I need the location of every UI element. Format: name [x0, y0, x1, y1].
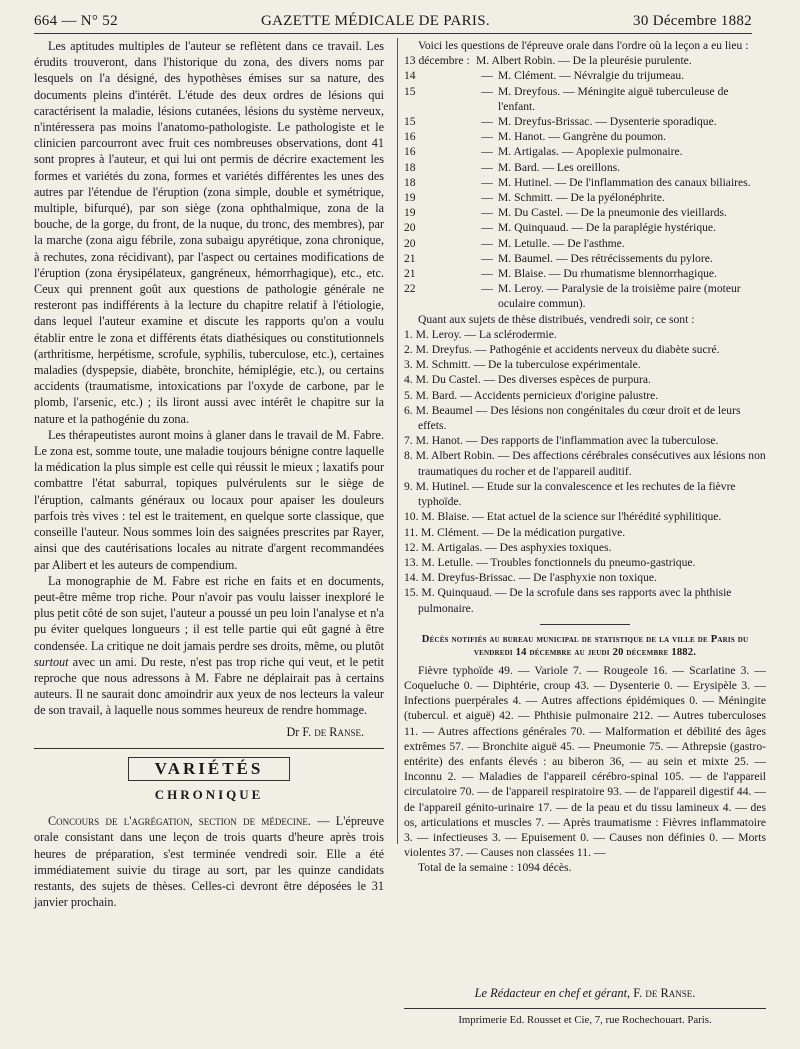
exam-dash: — [481, 115, 493, 129]
deaths-total: Total de la semaine : 1094 décès. [418, 861, 572, 875]
exam-text: M. Dreyfus-Brissac. — Dysenterie sporadique. [498, 115, 717, 129]
exam-text: M. Dreyfous. — Méningite aiguë tuberculeuse de l'enfant. [498, 84, 729, 113]
review-paragraph-3 [34, 573, 384, 719]
short-separator [540, 624, 630, 625]
exam-date: 21 [404, 267, 416, 281]
chronique-heading: Concours de l'agrégation, section de médecine. [48, 814, 311, 829]
exam-row [404, 281, 766, 311]
review-paragraph-3-start: La monographie de M. Fabre est riche en faits et en documents, peut-être même trop riche. Pour n'avoir pas voulu laisser inexploré le plus petit côté de son sujet, l'auteur a poussé un peu loin l'analyse et n'a pu éviter quelques longueurs ; il est telle partie qui eût gagné à être condensée. La critique ne doit jamais perdre ses droits, même, ou plutôt [34, 573, 384, 653]
exam-text: M. Blaise. — Du rhumatisme blennorrhagique. [498, 267, 717, 281]
printer-line: Imprimerie Ed. Rousset et Cie, 7, rue Rochechouart. Paris. [458, 1014, 712, 1026]
thesis-item: 14. M. Dreyfus-Brissac. — De l'asphyxie non toxique. [404, 571, 657, 585]
exam-date: 22 [404, 282, 416, 296]
exam-text: M. Schmitt. — De la pyélonéphrite. [498, 191, 665, 205]
page-header [34, 10, 752, 32]
exam-dash: — [481, 130, 493, 144]
exam-dash: — [481, 236, 493, 250]
exam-dash: — [481, 206, 493, 220]
review-emphasis: surtout [34, 654, 69, 669]
theses-list [404, 327, 766, 616]
exam-text: M. Du Castel. — De la pneumonie des vieillards. [498, 206, 727, 220]
exam-row [404, 205, 766, 220]
exam-row [404, 129, 766, 144]
left-column [34, 38, 384, 910]
page-number: 664 — N° 52 [34, 12, 118, 29]
review-paragraph-3-end: avec un ami. Du reste, n'est pas trop riche qui veut, et le petit reproche que nous adressons à M. Fabre ne déplairait pas à certains auteurs. Il ne saurait donc amoindrir aux yeux de nos lecteurs la valeur de son travail, à laquelle nous sommes heureux de rendre hommage. [34, 654, 384, 718]
exam-date: 19 [404, 191, 416, 205]
exam-text: M. Leroy. — Paralysie de la troisième paire (moteur oculaire commun). [498, 282, 741, 311]
thesis-item: 7. M. Hanot. — Des rapports de l'inflammation avec la tuberculose. [404, 434, 719, 448]
exam-date: 16 [404, 130, 416, 144]
exam-text: M. Artigalas. — Apoplexie pulmonaire. [498, 145, 683, 159]
column-divider [397, 38, 398, 844]
deaths-heading: Décès notifiés au bureau municipal de statistique de la ville de Paris du vendredi 14 décembre au jeudi 20 décembre 1882. [421, 633, 749, 658]
exam-date: 16 [404, 145, 416, 159]
exam-row [404, 220, 766, 235]
exam-row [404, 53, 766, 68]
review-paragraph-2: Les thérapeutistes auront moins à glaner dans le travail de M. Fabre. Le zona est, somme toute, une maladie toujours bénigne contre laquelle la médication la plus simple est celle qui réussit le mieux ; laxatifs pour combattre l'état saburral, topiques pulvérulents sur le siège de l'éruption, calmants généraux ou locaux pour apaiser les douleurs parfois très vives : tel est le traitement, en quelque sorte classique, que conseille l'auteur. Nous sommes loin des saignées prescrites par Rayer, ainsi que des cautérisations locales au nitrate d'argent recommandées par Alibert et les auteurs de compendium. [34, 427, 384, 572]
exam-dash: — [481, 191, 493, 205]
editor-name: F. de Ranse. [633, 986, 696, 1000]
theses-intro: Quant aux sujets de thèse distribués, vendredi soir, ce sont : [418, 312, 695, 326]
thesis-item: 10. M. Blaise. — Etat actuel de la science sur l'hérédité syphilitique. [404, 510, 722, 524]
thesis-item: 8. M. Albert Robin. — Des affections cérébrales consécutives aux lésions non traumatiques du rocher et de l'appareil auditif. [404, 449, 766, 478]
thesis-item: 3. M. Schmitt. — De la tuberculose expérimentale. [404, 358, 641, 372]
exam-dash: — [481, 84, 493, 98]
editor-signature [404, 986, 766, 1001]
exam-dash: — [481, 251, 493, 265]
chronique-text: — L'épreuve orale consistant dans une leçon de trois quarts d'heure après trois heures de préparation, s'est terminée vendredi soir. Elle a été immédiatement suivie du tirage au sort, par les quinze candidats restants, des sujets de thèses. Celles-ci devront être déposées le 31 janvier prochain. [34, 814, 384, 910]
exam-row [404, 190, 766, 205]
exam-dash: — [481, 69, 493, 83]
signature-prefix: Dr F. [286, 724, 312, 739]
exam-date: 14 [404, 69, 416, 83]
thesis-item: 5. M. Bard. — Accidents pernicieux d'origine palustre. [404, 388, 659, 402]
thesis-item: 13. M. Letulle. — Troubles fonctionnels du pneumo-gastrique. [404, 555, 696, 569]
thesis-item: 6. M. Beaumel — Des lésions non congénitales du cœur droit et de leurs effets. [404, 403, 741, 433]
exam-row [404, 251, 766, 266]
thesis-item: 9. M. Hutinel. — Etude sur la convalescence et les rechutes de la fièvre typhoïde. [404, 479, 736, 509]
thesis-item: 11. M. Clément. — De la médication purgative. [404, 525, 626, 539]
exam-text: M. Albert Robin. — De la pleurésie purulente. [476, 54, 692, 68]
exam-row [404, 236, 766, 251]
exam-dash: — [481, 282, 493, 296]
review-paragraph-1: Les aptitudes multiples de l'auteur se reflètent dans ce travail. Les érudits trouveront, dans l'historique du zona, des divers noms par lesquels on l'a désigné, des hypothèses émises sur sa nature, des documents pleins d'intérêt. L'étude des deux ordres de lésions qui caractérisent la maladie, lésions cutanées, lésions du système nerveux, n'intéressera pas moins l'anatomo-pathologiste. Le pathologiste et le clinicien parcourront avec fruit ces nombreuses observations, dont 41 sont propres à l'auteur, et qui lui ont permis de décrire exactement les formes et variétés du zona, formes et variétés différentes les unes des autres par l'étendue de l'éruption (zona simple, double et symétrique, multiple, bifurqué), par son siège (zona ophthalmique, zona de la bouche, de la gorge, du front, de la nuque, du tronc, des membres), par la marche (zona aigu fébrile, zona subaigu apyrétique, zona chronique, à rechutes, zona récidivant), par l'aspect ou certaines modifications de l'éruption (zona érysipélateux, gangréneux, hémorrhagique), etc., etc. Ceux qui prennent goût aux questions de pathologie générale ne resteront pas indifférents à la lecture du chapitre relatif à l'étiologie, dans lequel l'auteur examine et discute les rapports qu'on a voulu établir entre le zona et différents états diathésiques ou constitutionnels (arthritisme, herpétisme, scrofule, syphilis, tuberculose, etc.), certaines maladies (dyspepsie, diabète, bronchite, hémiplégie, etc.), ou certains accidents (traumatisme, intoxications par l'oxyde de carbone, par le plomb, l'arsenic, etc.) ; ils liront aussi avec intérêt le chapitre sur la nature et la pathogénie du zona. [34, 39, 384, 426]
editor-title: Le Rédacteur en chef et gérant, [474, 986, 631, 1000]
varietes-title: VARIÉTÉS [128, 757, 290, 781]
exam-row [404, 144, 766, 159]
exam-date: 15 [404, 84, 416, 98]
chronique-subtitle: CHRONIQUE [154, 786, 264, 802]
exam-dash: — [481, 160, 493, 174]
exam-row [404, 266, 766, 281]
exam-text: M. Quinquaud. — De la paraplégie hystérique. [498, 221, 716, 235]
exam-date: 21 [404, 251, 416, 265]
exam-text: M. Baumel. — Des rétrécissements du pylore. [498, 251, 713, 265]
exam-date: 19 [404, 206, 416, 220]
exam-text: M. Bard. — Les oreillons. [498, 160, 621, 174]
exam-date: 13 décembre : [404, 54, 470, 68]
exam-text: M. Hanot. — Gangrène du poumon. [498, 130, 667, 144]
exam-dash: — [481, 221, 493, 235]
exam-dash: — [481, 267, 493, 281]
exam-row [404, 175, 766, 190]
oral-exam-list [404, 53, 766, 311]
exam-text: M. Clément. — Névralgie du trijumeau. [498, 69, 685, 83]
right-column [404, 38, 766, 876]
exam-date: 15 [404, 115, 416, 129]
exam-date: 20 [404, 236, 416, 250]
footer-rule [404, 1008, 766, 1009]
oral-exam-intro: Voici les questions de l'épreuve orale dans l'ordre où la leçon a eu lieu : [418, 39, 749, 52]
review-signature [34, 724, 364, 740]
thesis-item: 2. M. Dreyfus. — Pathogénie et accidents nerveux du diabète sucré. [404, 343, 720, 357]
exam-row [404, 160, 766, 175]
exam-text: M. Letulle. — De l'asthme. [498, 236, 625, 250]
exam-row [404, 114, 766, 129]
signature-name: de Ranse. [314, 724, 364, 739]
exam-row [404, 84, 766, 114]
thesis-item: 1. M. Leroy. — La sclérodermie. [404, 327, 557, 341]
exam-dash: — [481, 175, 493, 189]
thesis-item: 15. M. Quinquaud. — De la scrofule dans ses rapports avec la phthisie pulmonaire. [404, 586, 732, 615]
thesis-item: 4. M. Du Castel. — Des diverses espèces de purpura. [404, 373, 651, 387]
exam-dash: — [481, 145, 493, 159]
thesis-item: 12. M. Artigalas. — Des asphyxies toxiques. [404, 540, 612, 554]
exam-date: 20 [404, 221, 416, 235]
header-rule [34, 33, 752, 34]
chronique-paragraph [34, 813, 384, 910]
journal-title: GAZETTE MÉDICALE DE PARIS. [261, 12, 490, 29]
exam-row [404, 68, 766, 83]
exam-date: 18 [404, 175, 416, 189]
issue-date: 30 Décembre 1882 [633, 12, 752, 29]
deaths-statistics: Fièvre typhoïde 49. — Variole 7. — Rougeole 16. — Scarlatine 3. — Coqueluche 0. — Diphtérie, croup 43. — Dysenterie 0. — Erysipèle 3. — Infections puerpérales 4. — Autres affections épidémiques 0. — Méningite (tubercul. et aiguë) 42. — Phthisie pulmonaire 212. — Autres tuberculoses 11. — Autres affections générales 70. — Malformation et débilité des âges extrêmes 57. — Bronchite aiguë 45. — Pneumonie 75. — Athrepsie (gastro-entérite) des enfants élevés : au biberon 36, — au sein et mixte 25. — Inconnu 2. — Maladies de l'appareil cérébro-spinal 105. — de l'appareil circulatoire 70. — de l'appareil respiratoire 93. — de l'appareil digestif 44. — de l'appareil génito-urinaire 17. — de la peau et du tissu lamineux 4. — des os, articulations et muscles 7. — Après traumatisme : Fièvres inflammatoire 3. — infectieuses 3. — Epuisement 0. — Causes non définies 0. — Morts violentes 37. — Causes non classées 11. — [404, 663, 766, 860]
exam-date: 18 [404, 160, 416, 174]
exam-text: M. Hutinel. — De l'inflammation des canaux biliaires. [498, 175, 751, 189]
section-separator [34, 748, 384, 749]
